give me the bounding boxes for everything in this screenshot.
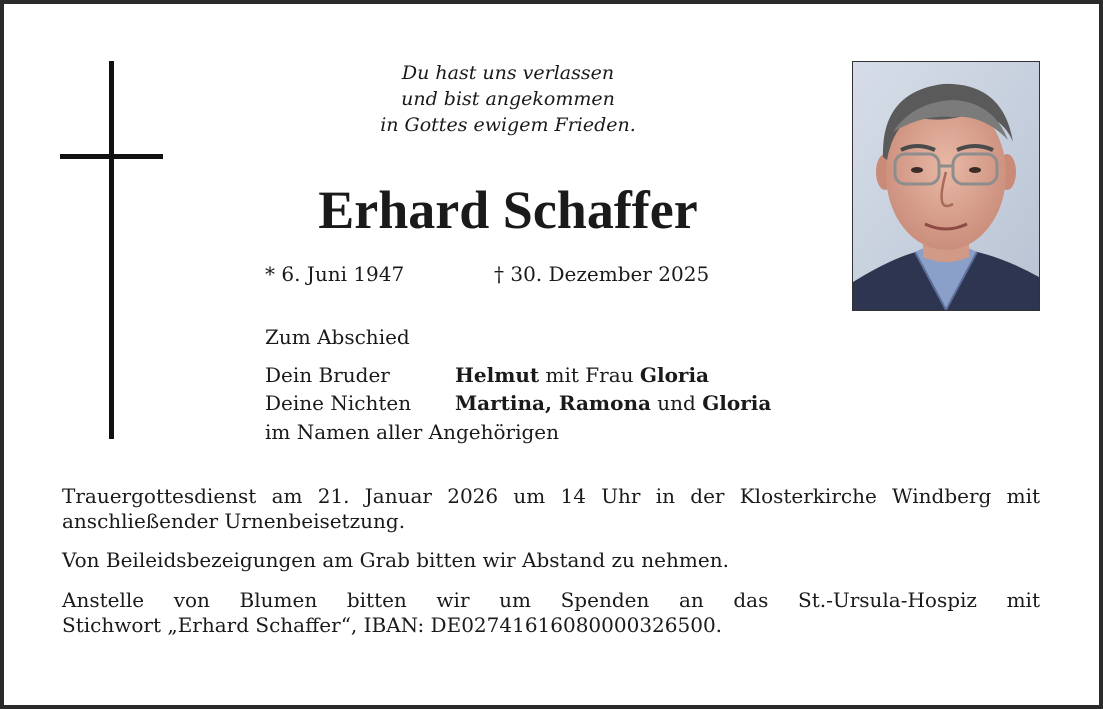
mourner-name: Gloria — [639, 363, 710, 387]
cross-vertical — [109, 61, 114, 439]
memorial-verse — [300, 60, 716, 138]
donation-line: Anstelle von Blumen bitten wir um Spenden an das St.-Ursula-Hospiz mit — [62, 588, 1040, 612]
verse-line: Du hast uns verlassen — [401, 62, 615, 84]
mourner-connector: mit Frau — [539, 363, 640, 387]
service-notice: Trauergottesdienst am 21. Januar 2026 um 14 Uhr in der Klosterkirche Windberg mit anschließender Urnenbeisetzung. — [62, 484, 1040, 533]
condolence-notice: Von Beileidsbezeigungen am Grab bitten wir Abstand zu nehmen. — [62, 548, 729, 572]
closing-line: im Namen aller Angehörigen — [265, 420, 560, 444]
death-date: † 30. Dezember 2025 — [494, 262, 710, 286]
portrait-photo — [852, 61, 1040, 311]
birth-date: * 6. Juni 1947 — [265, 262, 405, 286]
mourner-connector: und — [650, 391, 703, 415]
cross-horizontal — [60, 154, 163, 159]
mourner-name: Gloria — [702, 391, 772, 415]
mourner-relation: Deine Nichten — [265, 391, 412, 415]
mourner-relation: Dein Bruder — [265, 363, 390, 387]
donation-line: Stichwort „Erhard Schaffer“, IBAN: DE02741616080000326500. — [62, 613, 723, 637]
farewell-heading: Zum Abschied — [265, 325, 410, 349]
mourner-row — [265, 362, 709, 389]
mourner-name: Helmut — [455, 363, 540, 387]
mourner-row — [265, 390, 771, 417]
verse-line: und bist angekommen — [401, 88, 615, 110]
verse-line: in Gottes ewigem Frieden. — [380, 114, 636, 136]
mourner-name: Martina, Ramona — [455, 391, 651, 415]
donation-notice — [62, 588, 1040, 638]
deceased-name: Erhard Schaffer — [318, 180, 698, 240]
